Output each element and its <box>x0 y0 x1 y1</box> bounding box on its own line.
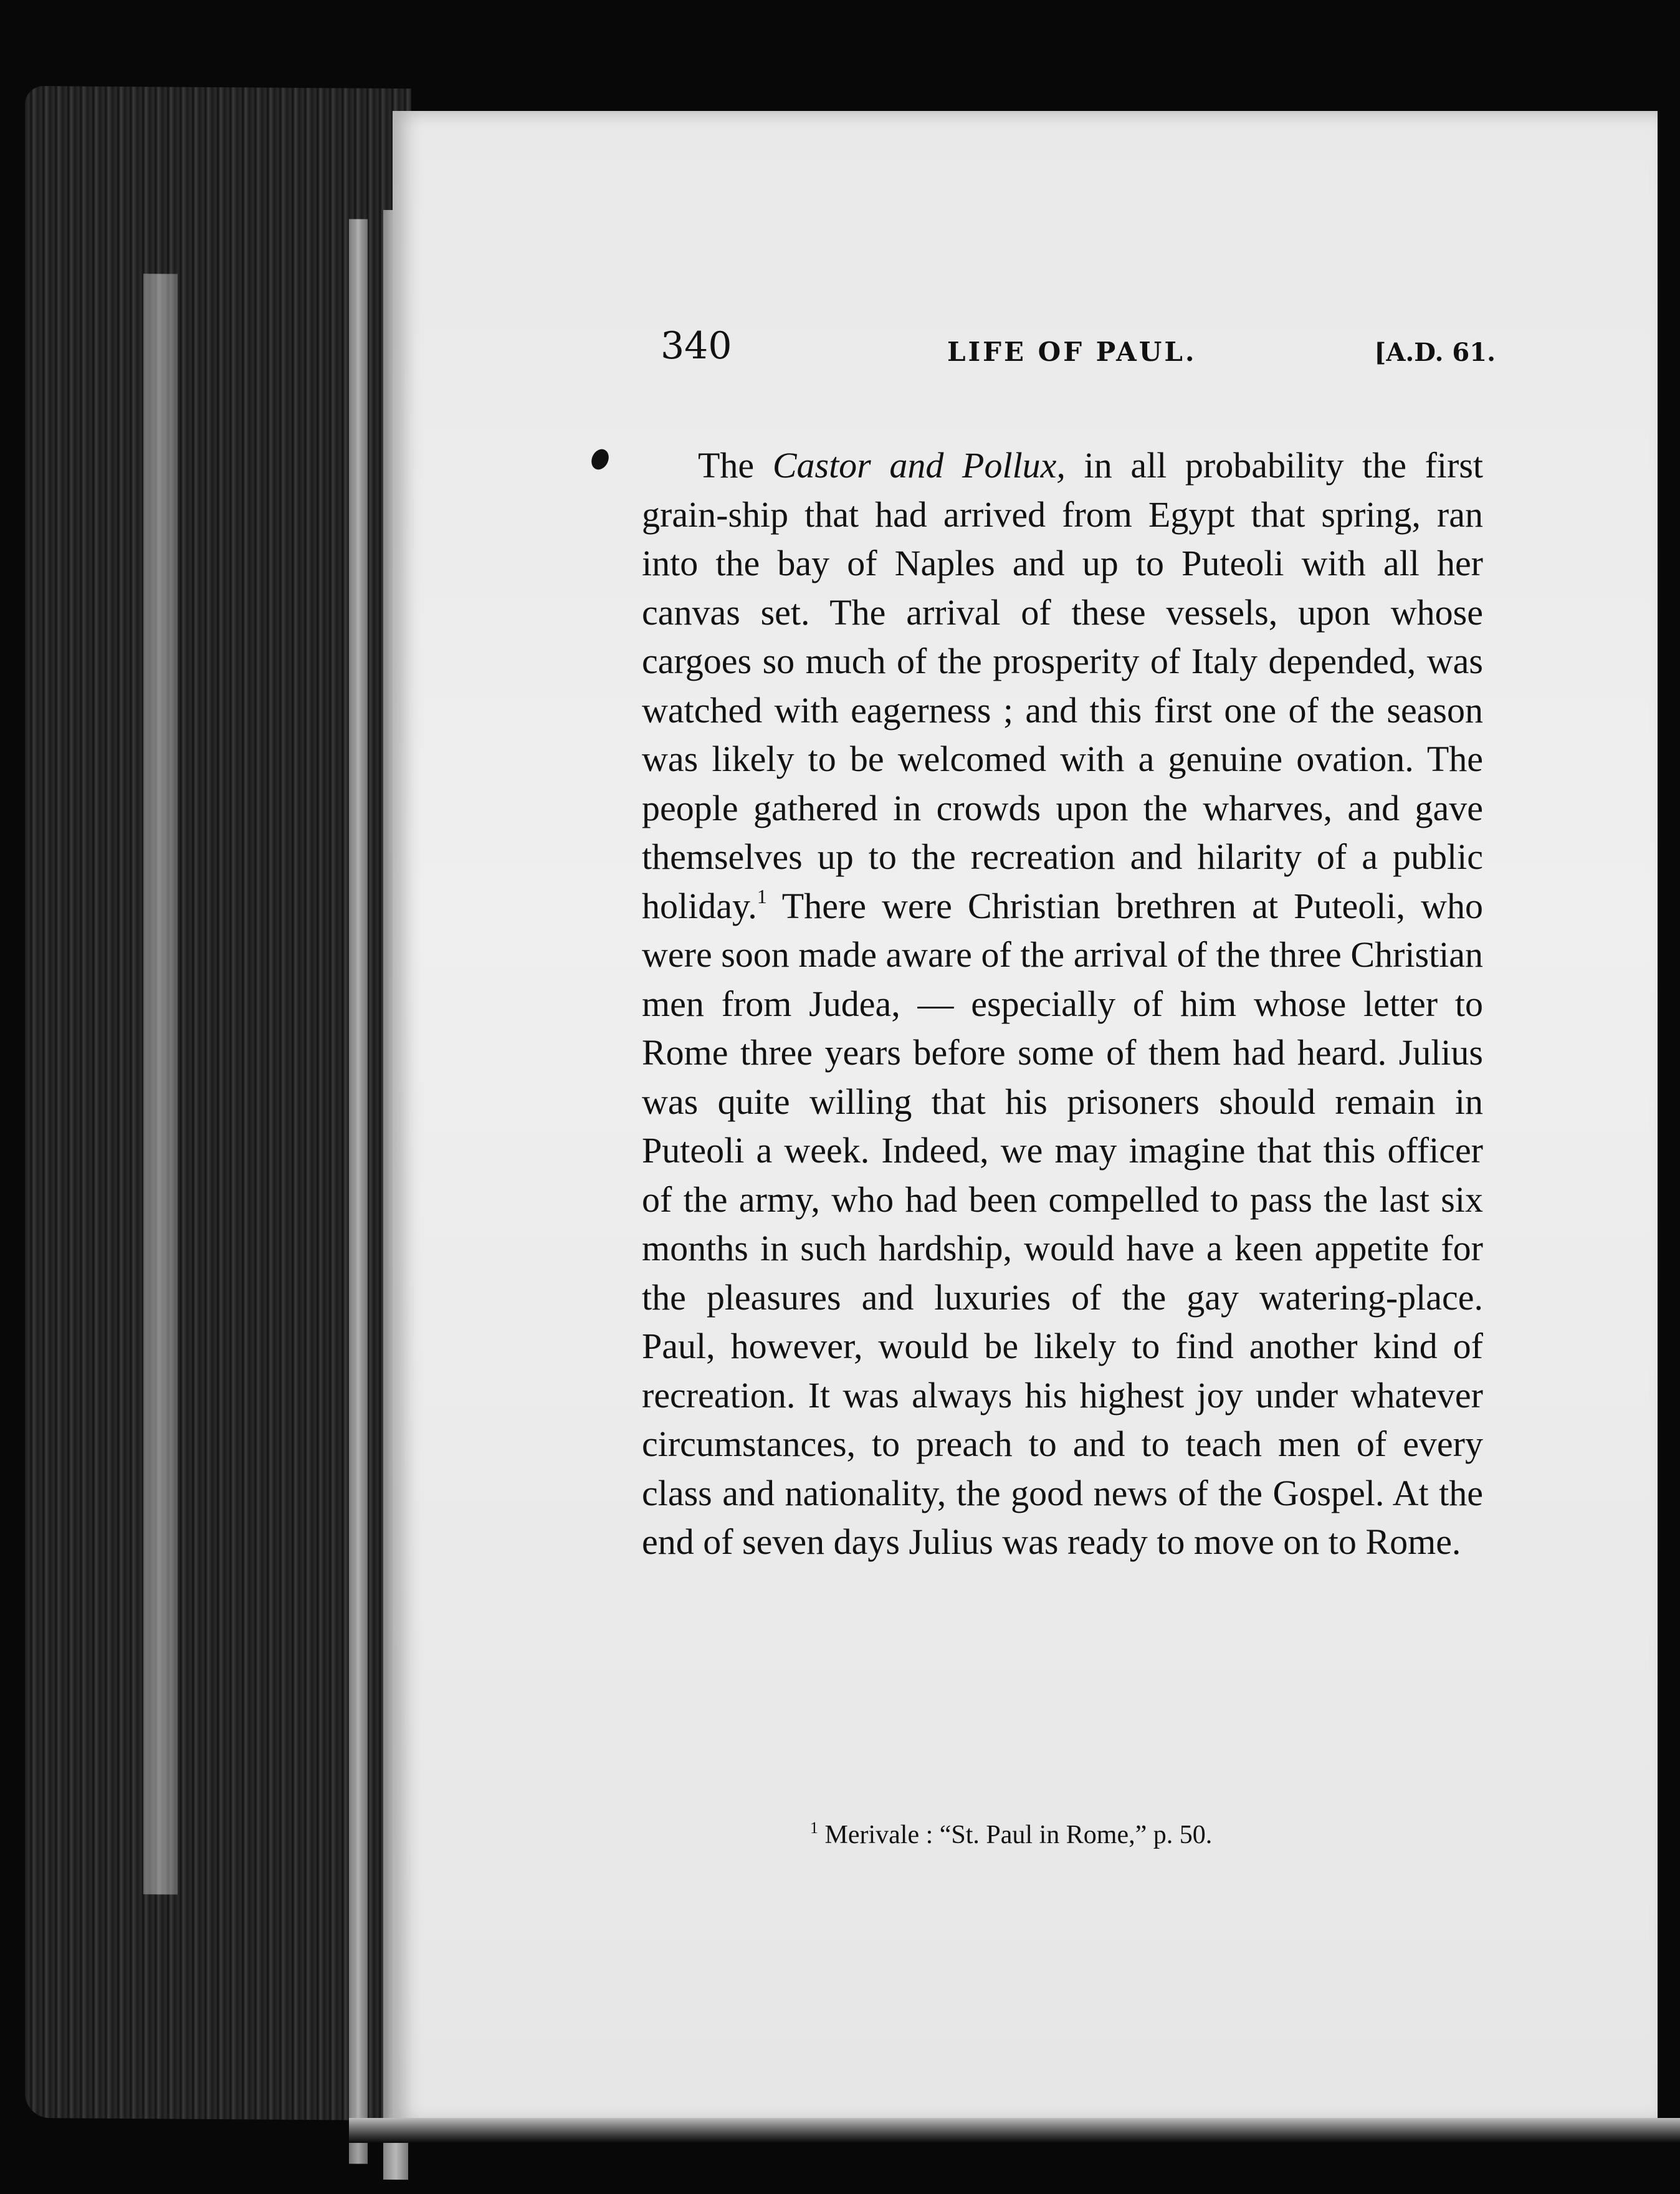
body-paragraph <box>642 441 1483 1567</box>
footnote <box>810 1820 1212 1850</box>
page-edge-highlight <box>349 219 368 2163</box>
page-number: 340 <box>661 324 732 368</box>
page-bottom-edge <box>349 2118 1680 2143</box>
running-title: LIFE OF PAUL. <box>947 337 1197 367</box>
ship-name: Castor and Pollux, <box>772 445 1066 486</box>
date-mark: [A.D. 61. <box>1374 338 1496 367</box>
paragraph-intro: The <box>698 445 773 486</box>
book-page-edges <box>25 86 411 2120</box>
paragraph-text-part1: in all probability the first grain-ship that had arrived from Egypt that spring, ran into the bay of Naples and up to Puteoli with all her canvas set. The arrival of these vessels, upon whose cargoes so much of the prosperity of Italy depended, was watched with eagerness ; and this first one of the season was likely to be welcomed with a genuine ovation. The people gathered in crowds upon the wharves, and gave themselves up to the recreation and hilarity of a public holiday. <box>642 445 1484 926</box>
footnote-marker: 1 <box>810 1819 818 1837</box>
page-edge-highlight <box>143 274 178 1894</box>
paragraph-text-part2: There were Christian brethren at Puteoli, who were soon made aware of the arrival of the three Christian men from Judea, — especially of him whose letter to Rome three years before some of them had heard. Julius was quite willing that his prisoners should remain in Puteoli a week. Indeed, we may imagine that this officer of the army, who had been compelled to pass the last six months in such hardship, would have a keen appetite for the pleasures and luxuries of the gay watering-place. Paul, however, would be likely to find another kind of recreation. It was always his highest joy under whatever circumstances, to preach to and to teach men of every class and nationality, the good news of the Gospel. At the end of seven days Julius was ready to move on to Rome. <box>642 885 1483 1562</box>
running-header <box>661 324 1496 374</box>
footnote-text: Merivale : “St. Paul in Rome,” p. 50. <box>818 1821 1213 1849</box>
footnote-reference: 1 <box>756 884 767 908</box>
